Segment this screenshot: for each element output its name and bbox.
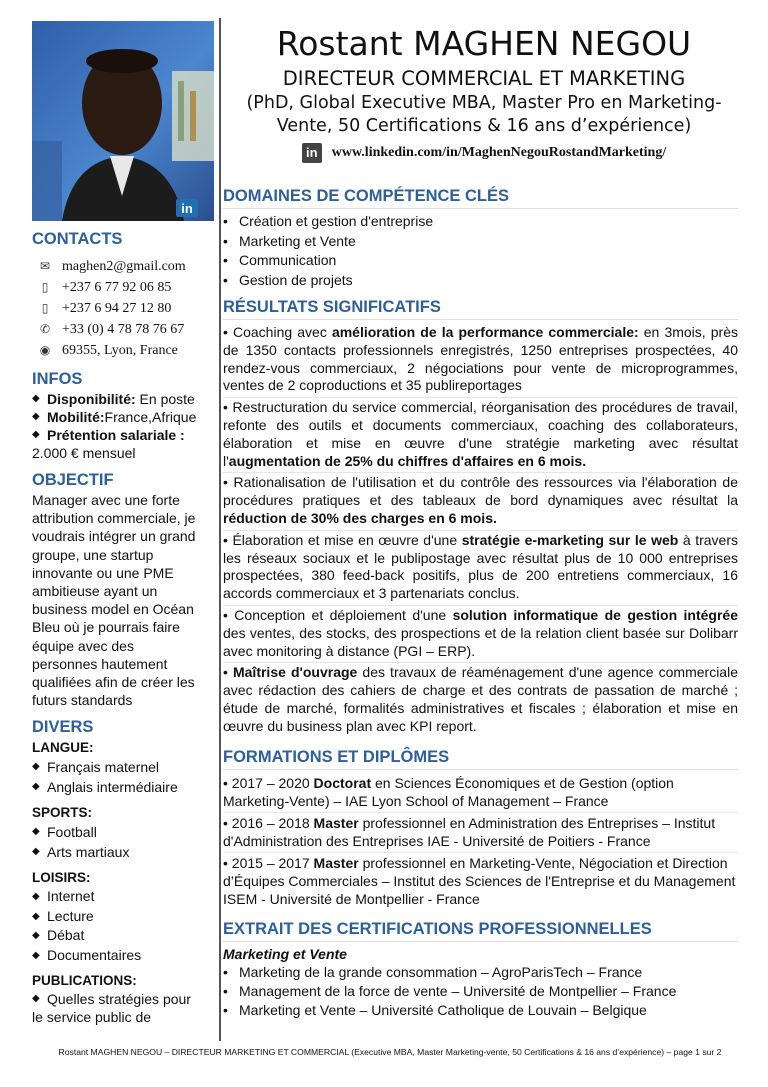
publications-subheading: PUBLICATIONS: (32, 973, 137, 989)
contact-phone[interactable] (32, 319, 216, 340)
bullet-icon: • (223, 271, 228, 288)
resultat-highlight: Maîtrise d'ouvrage (232, 664, 358, 681)
objectif-line: voudrais intégrer un grand (32, 528, 196, 545)
portrait-illustration (32, 21, 214, 221)
bullet-icon: • (223, 213, 228, 229)
resultat-item (223, 605, 738, 662)
candidate-name: Rostant MAGHEN NEGOU (276, 24, 692, 63)
info-pretention (32, 426, 216, 444)
formation-text: • 2016 – 2018 (223, 814, 314, 831)
profile-photo (32, 21, 214, 221)
resultats-list (223, 323, 738, 738)
diamond-bullet-icon: ◆ (32, 761, 40, 773)
envelope-icon: ✉ (39, 259, 51, 273)
resultat-text: • (223, 664, 233, 681)
sport-item (32, 822, 216, 842)
formation-item (223, 812, 738, 852)
phone-icon: ✆ (39, 322, 51, 336)
linkedin-row (222, 143, 746, 163)
info-label: Prétention salariale : (47, 427, 185, 443)
resultat-highlight: amélioration de la performance commerciale: (331, 324, 639, 340)
diamond-bullet-icon: ◆ (32, 826, 40, 838)
objectif-text (32, 491, 216, 709)
contact-email[interactable] (32, 256, 216, 277)
contact-address-text: 69355, Lyon, France (62, 343, 178, 358)
certification-item (223, 982, 738, 1001)
resultat-text: des travaux de réaménagement d'une agence commerciale avec rédaction des cahiers de charge et des contrats de passation de marché ; étude de marché, formalités administratives et fiscales ; élaboration et mise en œuvre du business plan avec KPI report. (223, 664, 738, 734)
diamond-bullet-icon: ◆ (32, 949, 40, 961)
loisir-item (32, 907, 216, 927)
diamond-bullet-icon: ◆ (32, 930, 40, 942)
degrees-line-1: (PhD, Global Executive MBA, Master Pro en Marketing- (246, 93, 722, 113)
objectif-line: business model en Océan (32, 601, 194, 618)
cv-header (222, 24, 746, 163)
publication-text: Quelles stratégies pour (47, 991, 191, 1008)
contact-phone-text: +33 (0) 4 78 78 76 67 (62, 322, 185, 337)
contact-mobile-2-text: +237 6 94 27 12 80 (62, 301, 172, 316)
resultat-text: • Coaching avec (223, 324, 332, 340)
info-value: En poste (135, 391, 195, 407)
info-label: Disponibilité: (47, 391, 136, 407)
objectif-line: ambitieuse ayant un (32, 583, 158, 600)
loisir-item (32, 926, 216, 946)
formation-text: en Sciences Économiques et de Gestion (option Marketing-Vente) – IAE Lyon School of Management – France (223, 774, 674, 809)
objectif-heading: OBJECTIF (32, 471, 114, 489)
certification-text: Marketing et Vente – Université Catholique de Louvain – Belgique (239, 1001, 647, 1018)
objectif-line: futurs standards (32, 692, 133, 709)
competence-item (223, 251, 738, 271)
langue-item (32, 777, 216, 797)
resultat-text: à travers les réseaux sociaux et le publipostage avec résultat plus de 10 000 entreprises prospectées, 380 feed-back positifs, plus de 200 entretiens commerciaux, 16 accords commerciaux et 3 partenariats conclus. (223, 531, 738, 602)
mobile-icon: ▯ (41, 301, 49, 315)
formation-text: professionnel en Marketing-Vente, Négociation et Direction d’Équipes Commerciales – Institut des Sciences de l'Entreprise et du Management ISEM - Université de Montpellier - France (223, 854, 736, 907)
resultat-text: en 3mois, près de 1350 contacts professionnels enregistrés, 1250 entreprises prospectées, 40 rendez-vous commerciaux, 2 négociations pour vente de microprogrammes, ventes de 2 coproductions et 35 publireportages (223, 324, 739, 394)
resultat-item (223, 323, 738, 397)
langue-text: Français maternel (47, 759, 160, 776)
loisir-text: Lecture (47, 907, 94, 924)
competence-item (223, 232, 738, 252)
column-divider (219, 18, 221, 1041)
divers-heading: DIVERS (32, 718, 94, 737)
certifications-heading: EXTRAIT DES CERTIFICATIONS PROFESSIONNELLES (223, 918, 738, 942)
info-mobilite (32, 408, 216, 426)
diamond-bullet-icon: ◆ (32, 993, 40, 1005)
langue-item (32, 757, 216, 777)
publication-item (32, 990, 216, 1008)
objectif-line: groupe, une startup (32, 546, 154, 563)
certification-text: Management de la force de vente – Université de Montpellier – France (239, 982, 677, 999)
loisir-item (32, 887, 216, 907)
diamond-bullet-icon: ◆ (32, 846, 40, 858)
bullet-icon: • (223, 1001, 228, 1018)
formation-item (223, 852, 738, 910)
infos-heading: INFOS (32, 370, 83, 388)
competence-text: Gestion de projets (239, 271, 353, 288)
contacts-heading: CONTACTS (32, 230, 123, 248)
sport-text: Arts martiaux (47, 844, 130, 861)
bullet-icon: • (223, 963, 228, 980)
resultat-item (223, 530, 738, 605)
degrees-line-2: Vente, 50 Certifications & 16 ans d’expérience) (276, 116, 692, 136)
competence-item (223, 212, 738, 232)
objectif-line: équipe avec des (32, 637, 134, 654)
resultats-heading: RÉSULTATS SIGNIFICATIFS (223, 296, 738, 320)
left-column (32, 228, 216, 1026)
competence-text: Communication (239, 252, 337, 268)
info-label: Mobilité: (47, 409, 105, 425)
certification-text: Marketing de la grande consommation – AgroParisTech – France (239, 963, 643, 980)
linkedin-badge-icon: in (181, 201, 193, 216)
resultat-text: • Élaboration et mise en œuvre d'une (223, 531, 462, 548)
loisir-text: Documentaires (47, 946, 142, 963)
contact-address (32, 340, 216, 361)
diamond-bullet-icon: ◆ (32, 429, 40, 440)
publication-text-continued: le service public de (32, 1009, 152, 1026)
objectif-line: qualifiées afin de créer les (32, 674, 195, 691)
info-disponibilite (32, 390, 216, 408)
contact-mobile-2[interactable] (32, 298, 216, 319)
diamond-bullet-icon: ◆ (32, 910, 40, 922)
sport-item (32, 842, 216, 862)
langue-text: Anglais intermédiaire (47, 779, 178, 796)
formation-degree: Master (313, 814, 359, 831)
langue-subheading: LANGUE: (32, 740, 94, 756)
certification-item (223, 1001, 738, 1020)
contact-mobile-1-text: +237 6 77 92 06 85 (62, 280, 172, 295)
objectif-line: Manager avec une forte (32, 492, 180, 508)
objectif-line: innovante ou une PME (32, 564, 174, 581)
contact-email-text: maghen2@gmail.com (62, 259, 186, 274)
certifications-subheading: Marketing et Vente (223, 945, 347, 962)
loisir-item (32, 946, 216, 966)
objectif-line: personnes hautement (32, 655, 168, 672)
resultat-highlight: stratégie e-marketing sur le web (461, 531, 679, 548)
formation-degree: Doctorat (313, 774, 372, 791)
formations-heading: FORMATIONS ET DIPLÔMES (223, 746, 738, 770)
resultat-item (223, 397, 738, 472)
resultat-highlight: solution informatique de gestion intégrée (452, 606, 738, 623)
job-title: DIRECTEUR COMMERCIAL ET MARKETING (282, 67, 686, 90)
linkedin-link[interactable]: www.linkedin.com/in/MaghenNegouRostandMarketing/ (331, 145, 667, 160)
objectif-line: attribution commerciale, je (32, 510, 196, 527)
resultat-text: • Rationalisation de l'utilisation et du contrôle des ressources via l'élaboration de procédures pratiques et des tableaux de bord dynamiques avec résultat la (223, 474, 738, 509)
loisir-text: Internet (47, 888, 95, 905)
bullet-icon: • (223, 252, 228, 268)
resultat-text: des ventes, des stocks, des prospections et de la relation client basée sur Dolibarr avec monitoring à distance (PGI – ERP). (223, 624, 738, 659)
sport-text: Football (47, 824, 97, 841)
mobile-icon: ▯ (41, 280, 49, 294)
formation-text: • 2015 – 2017 (223, 854, 314, 871)
right-column (223, 185, 738, 1020)
certifications-list (223, 963, 738, 1020)
resultat-text: • Conception et déploiement d'une (223, 606, 453, 623)
loisirs-subheading: LOISIRS: (32, 870, 91, 886)
objectif-line: Bleu où je pourrais faire (32, 619, 180, 636)
formation-degree: Master (313, 854, 359, 871)
bullet-icon: • (223, 982, 228, 999)
competences-heading: DOMAINES DE COMPÉTENCE CLÉS (223, 185, 738, 209)
location-icon: ◉ (39, 343, 51, 357)
competence-text: Création et gestion d'entreprise (239, 213, 434, 229)
formations-list (223, 773, 738, 910)
diamond-bullet-icon: ◆ (32, 393, 40, 404)
bullet-icon: • (223, 232, 228, 249)
contact-mobile-1[interactable] (32, 277, 216, 298)
competence-text: Marketing et Vente (239, 232, 356, 249)
diamond-bullet-icon: ◆ (32, 411, 40, 422)
diamond-bullet-icon: ◆ (32, 781, 40, 793)
info-pretention-value: 2.000 € mensuel (32, 445, 136, 461)
contact-list (32, 256, 216, 361)
formation-text: professionnel en Administration des Entreprises – Institut d'Administration des Entreprises IAE - Université de Poitiers - France (223, 814, 716, 849)
page-footer: Rostant MAGHEN NEGOU – DIRECTEUR MARKETING ET COMMERCIAL (Executive MBA, Master Marketing-vente, 50 Certifications & 16 ans d’expérience) – page 1 sur 2 (58, 1047, 722, 1057)
resultat-text: • Restructuration du service commercial, réorganisation des procédures de travail, refonte des outils et documents commerciaux, coaching des collaborateurs, élaboration et mise en œuvre d'une stratégie marketing avec résultat l' (223, 399, 738, 469)
resultat-highlight: réduction de 30% des charges en 6 mois. (223, 509, 497, 526)
certification-item (223, 963, 738, 982)
diamond-bullet-icon: ◆ (32, 891, 40, 903)
competences-list (223, 212, 738, 290)
linkedin-icon: in (302, 143, 322, 163)
resultat-item (223, 472, 738, 529)
formation-text: • 2017 – 2020 (223, 774, 314, 791)
info-value: France,Afrique (104, 409, 197, 425)
resultat-item (223, 662, 738, 737)
formation-item (223, 773, 738, 812)
sports-subheading: SPORTS: (32, 805, 93, 821)
competence-item (223, 271, 738, 291)
loisir-text: Débat (47, 927, 85, 944)
resultat-highlight: augmentation de 25% du chiffres d'affaires en 6 mois. (228, 452, 587, 469)
